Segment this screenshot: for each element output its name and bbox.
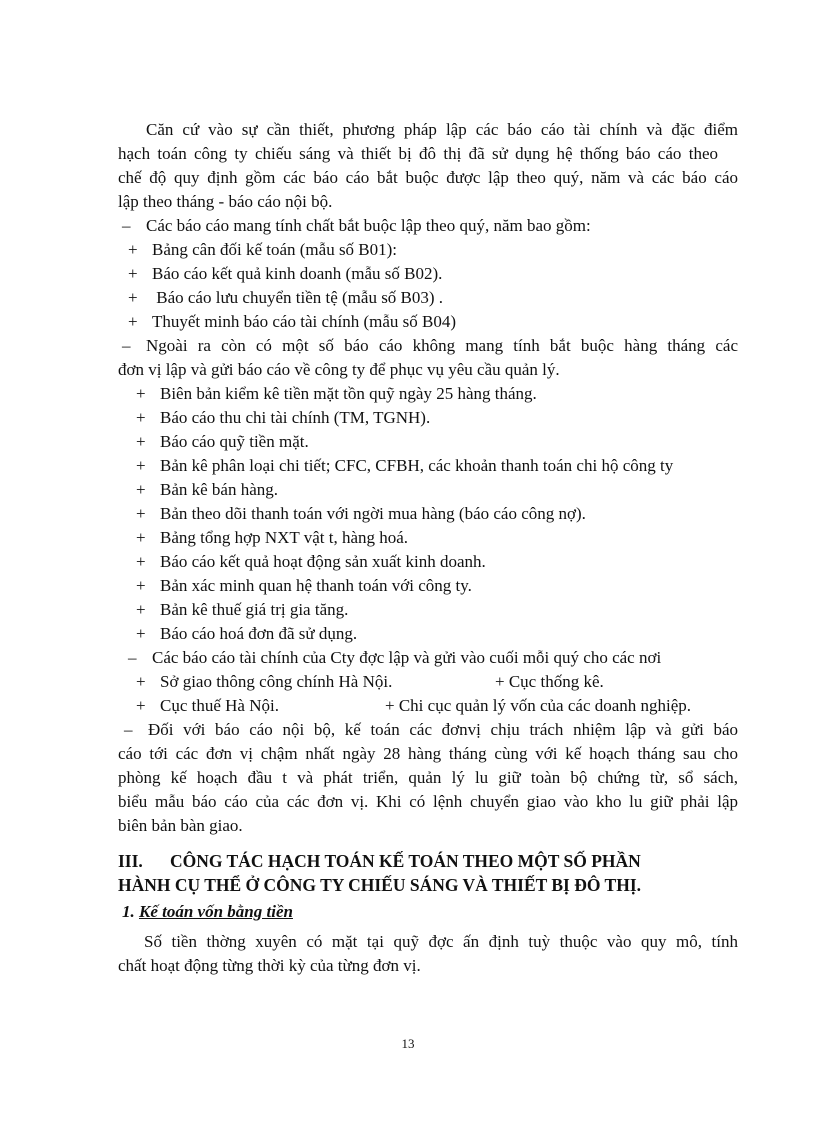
internal-line-3: phòng kế hoạch đầu t và phát triển, quản lý lu giữ toàn bộ chứng từ, sổ sách, [118, 768, 738, 787]
list-item: + Báo cáo thu chi tài chính (TM, TGNH). [136, 406, 756, 430]
plus-marker: + [136, 384, 146, 403]
list-item: + Bảng cân đối kế toán (mẫu số B01): [128, 238, 748, 262]
list-item: + Bảng tổng hợp NXT vật t, hàng hoá. [136, 526, 756, 550]
list-item: + Báo cáo hoá đơn đã sử dụng. [136, 622, 756, 646]
intro-line-2: hạch toán công ty chiếu sáng và thiết bị đô thị đã sử dụng hệ thống báo cáo theo [118, 144, 718, 163]
list-item: + Biên bản kiểm kê tiền mặt tồn quỹ ngày 25 hàng tháng. [136, 382, 756, 406]
plus-marker: + [128, 312, 138, 331]
list-item: + Báo cáo lưu chuyển tiền tệ (mẫu số B03) . [128, 286, 748, 310]
plus-marker: + [136, 528, 146, 547]
dash-marker: – [124, 720, 133, 739]
list-item: + Bản kê phân loại chi tiết; CFC, CFBH, các khoản thanh toán chi hộ công ty [136, 454, 756, 478]
recipient-row-1: + Sở giao thông công chính Hà Nội. [136, 670, 756, 694]
plus-marker: + [136, 504, 146, 523]
recipient-capital-dept: + Chi cục quản lý vốn của các doanh nghiệp. [385, 696, 692, 715]
plus-marker: + [136, 624, 146, 643]
plus-marker: + [136, 408, 146, 427]
plus-marker: + [128, 288, 138, 307]
list-item: + Báo cáo kết quả hoạt động sản xuất kinh doanh. [136, 550, 756, 574]
subsection-title: Kế toán vốn bằng tiền [139, 902, 293, 921]
list-item: + Bản kê thuế giá trị gia tăng. [136, 598, 756, 622]
monthly-intro-line-2: đơn vị lập và gửi báo cáo về công ty để phục vụ yêu cầu quản lý. [118, 360, 560, 379]
section-number: III. [118, 851, 143, 871]
intro-line-4: lập theo tháng - báo cáo nội bộ. [118, 192, 333, 211]
internal-line-4: biểu mẫu báo cáo của các đơn vị. Khi có lệnh chuyển giao vào kho lu giữ phải lập [118, 792, 738, 811]
list-item: + Bản kê bán hàng. [136, 478, 756, 502]
recipient-statistics: + Cục thống kê. [495, 672, 604, 691]
plus-marker: + [136, 552, 146, 571]
subsection-heading [122, 902, 293, 922]
quarterly-intro: – Các báo cáo tài chính của Cty đợc lập và gửi vào cuối mỗi quý cho các nơi [128, 646, 748, 670]
dash-marker: – [122, 336, 131, 355]
subsection-line-1: Số tiền thờng xuyên có mặt tại quỹ đợc ấn định tuỳ thuộc vào quy mô, tính [144, 932, 738, 951]
internal-line-1: – Đối với báo cáo nội bộ, kế toán các đơnvị chịu trách nhiệm lập và gửi báo [124, 718, 738, 742]
intro-line-3: chế độ quy định gồm các báo cáo bắt buộc được lập theo quý, năm và các báo cáo [118, 168, 738, 187]
recipient-row-2: + Cục thuế Hà Nội. [136, 694, 756, 718]
subsection-line-2: chất hoạt động từng thời kỳ của từng đơn vị. [118, 956, 421, 975]
mandatory-intro: – Các báo cáo mang tính chất bắt buộc lập theo quý, năm bao gồm: [122, 214, 742, 238]
plus-marker: + [136, 696, 146, 715]
plus-marker: + [136, 456, 146, 475]
plus-marker: + [136, 432, 146, 451]
plus-marker: + [136, 576, 146, 595]
list-item: + Thuyết minh báo cáo tài chính (mẫu số B04) [128, 310, 748, 334]
list-item: + Bản xác minh quan hệ thanh toán với công ty. [136, 574, 756, 598]
plus-marker: + [136, 600, 146, 619]
section-heading-line-2: HÀNH CỤ THỂ Ở CÔNG TY CHIẾU SÁNG VÀ THIẾT BỊ ĐÔ THỊ. [118, 875, 642, 895]
internal-line-2: cáo tới các đơn vị chậm nhất ngày 28 hàng tháng cùng với kế hoạch tháng sau cho [118, 744, 738, 763]
list-item: + Báo cáo quỹ tiền mặt. [136, 430, 756, 454]
dash-marker: – [128, 648, 137, 667]
monthly-intro-line-1: – Ngoài ra còn có một số báo cáo không mang tính bắt buộc hàng tháng các [122, 334, 738, 358]
plus-marker: + [136, 672, 146, 691]
dash-marker: – [122, 216, 131, 235]
plus-marker: + [128, 240, 138, 259]
internal-line-5: biên bản bàn giao. [118, 816, 243, 835]
plus-marker: + [136, 480, 146, 499]
list-item: + Bản theo dõi thanh toán với ngời mua hàng (báo cáo công nợ). [136, 502, 756, 526]
section-heading-line-1: III. CÔNG TÁC HẠCH TOÁN KẾ TOÁN THEO MỘT SỐ PHẦN [118, 848, 758, 874]
plus-marker: + [128, 264, 138, 283]
page-number: 13 [401, 1036, 415, 1051]
subsection-number: 1. [122, 902, 135, 921]
intro-line-1: Căn cứ vào sự cần thiết, phương pháp lập các báo cáo tài chính và đặc điểm [146, 120, 738, 139]
list-item: + Báo cáo kết quả kinh doanh (mẫu số B02). [128, 262, 748, 286]
